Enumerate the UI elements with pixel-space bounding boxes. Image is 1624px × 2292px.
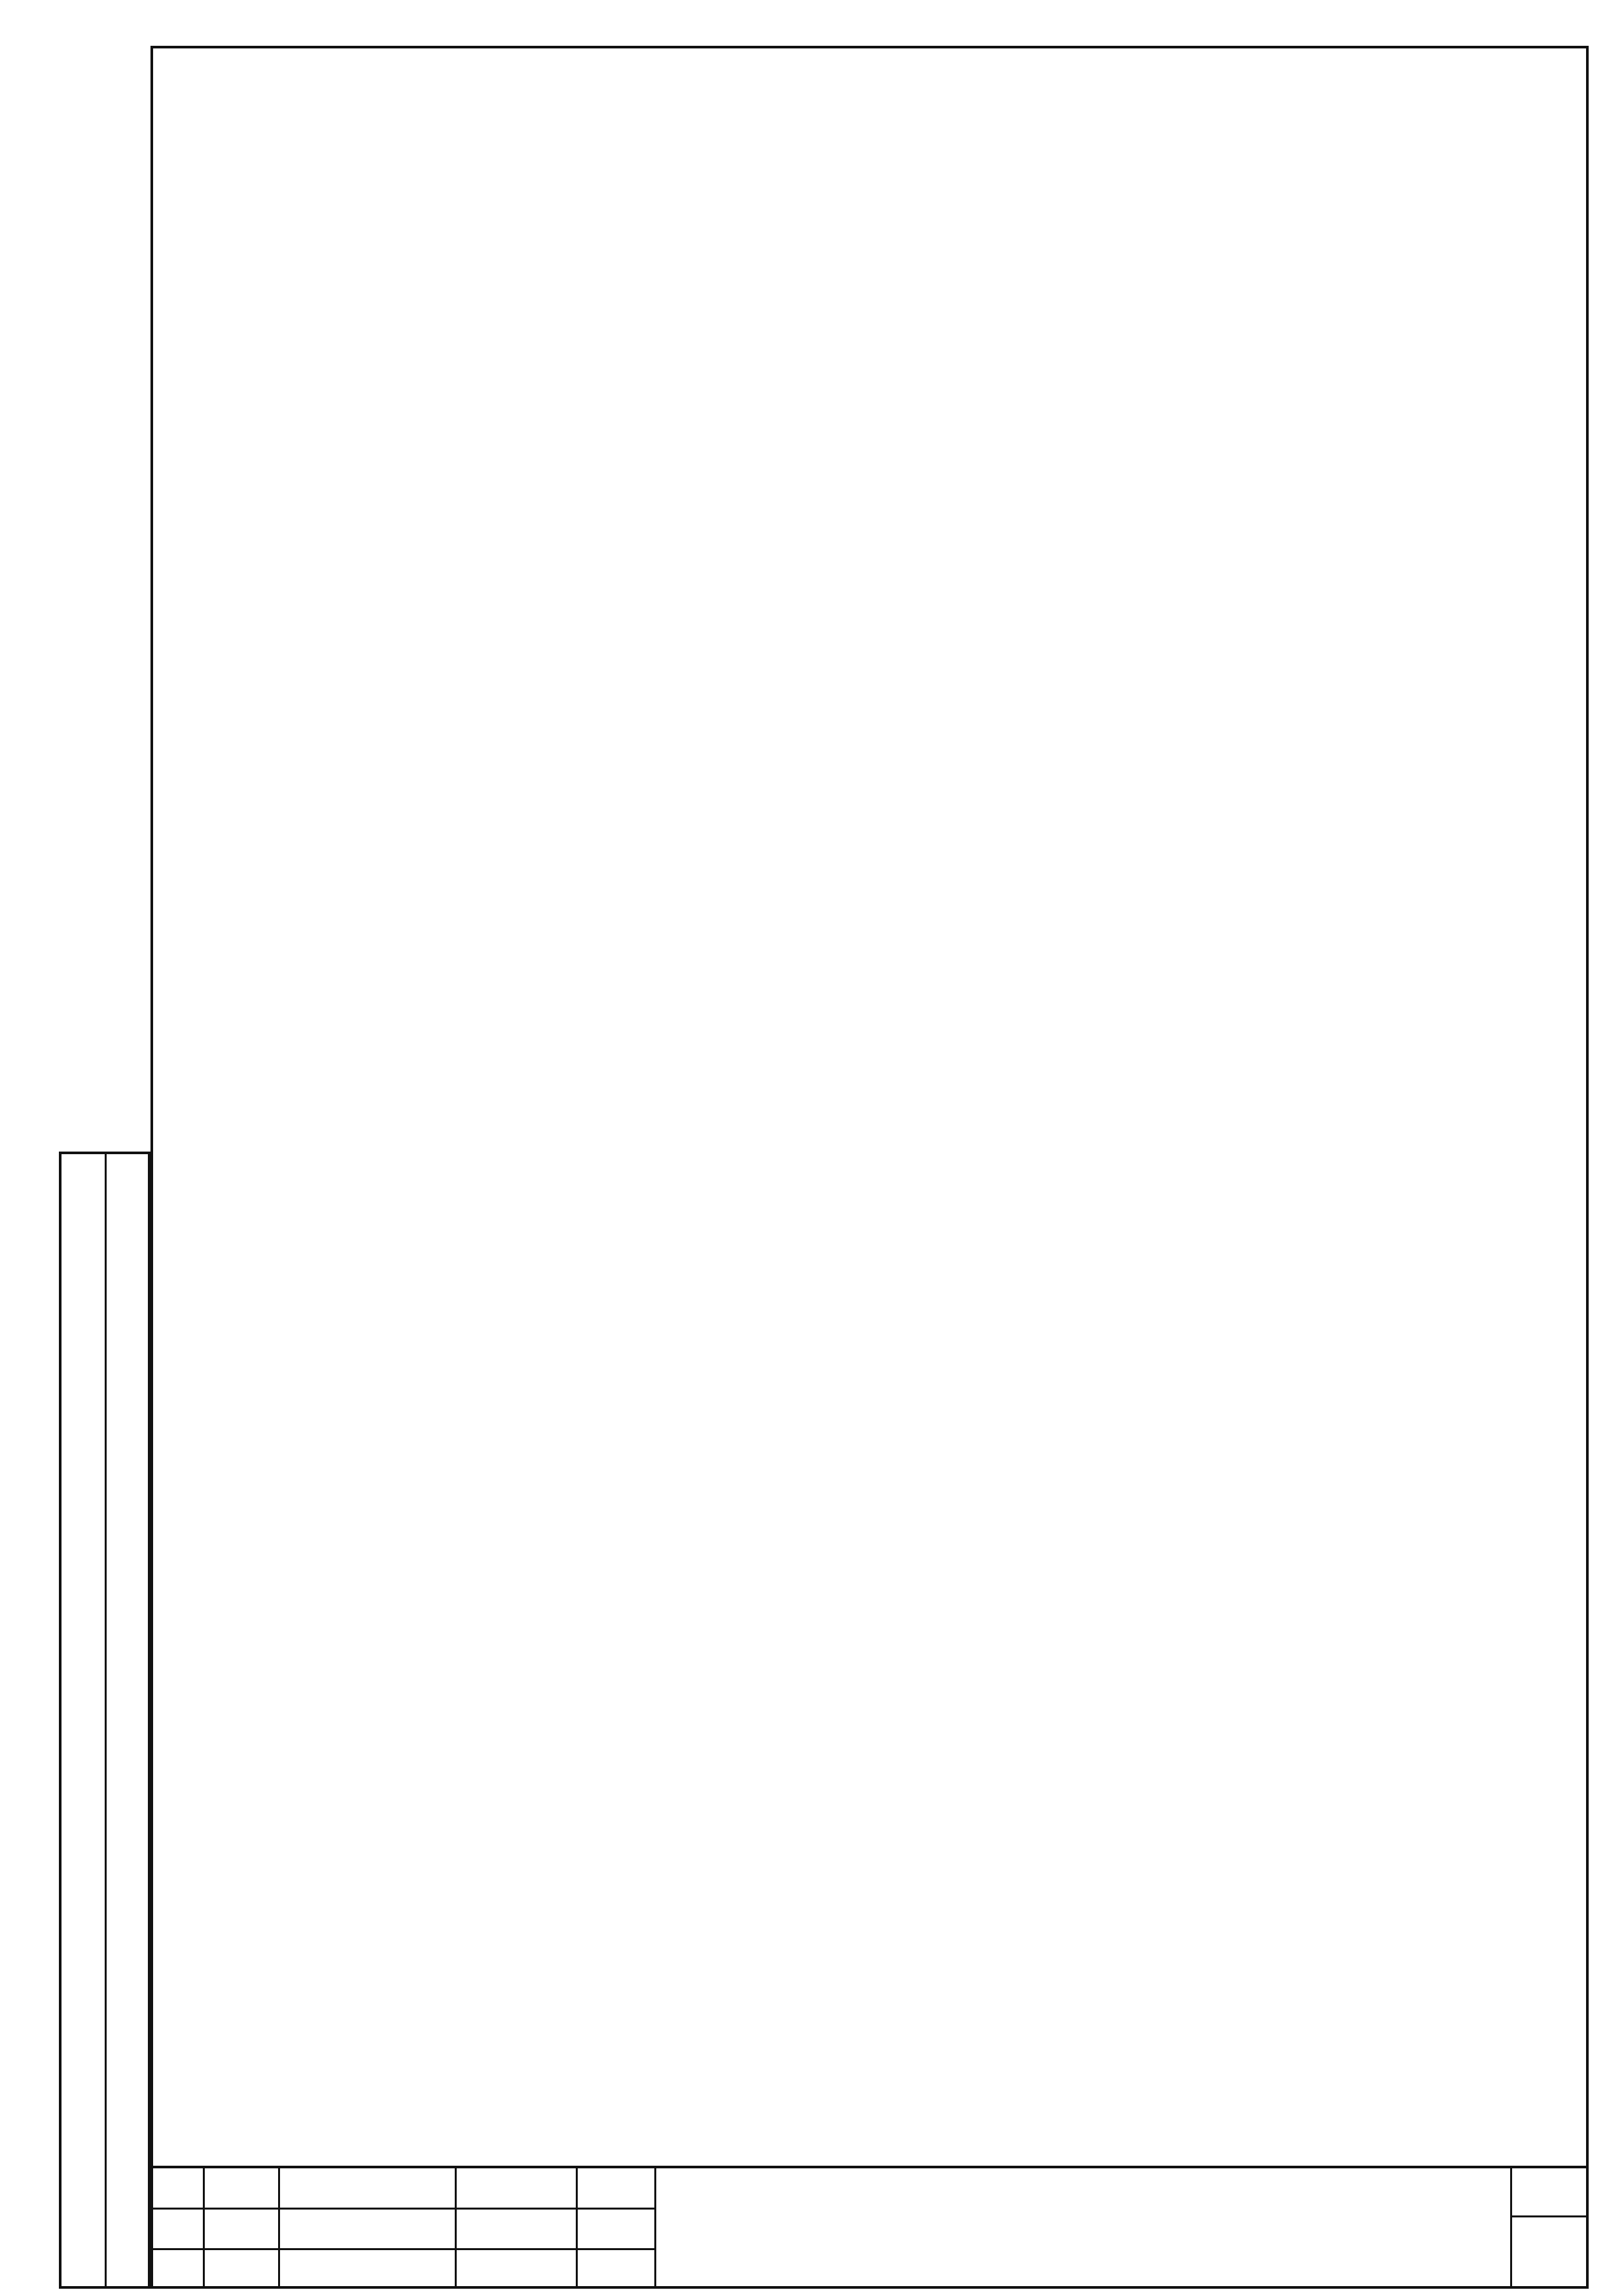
title-block — [150, 2166, 1589, 2289]
sheet-box — [1510, 2168, 1589, 2289]
side-stamp-divider — [105, 1154, 107, 2286]
page-frame — [150, 46, 1589, 2289]
side-stamp — [59, 1152, 150, 2289]
document-body — [275, 122, 1485, 166]
revision-grid — [150, 2168, 654, 2289]
